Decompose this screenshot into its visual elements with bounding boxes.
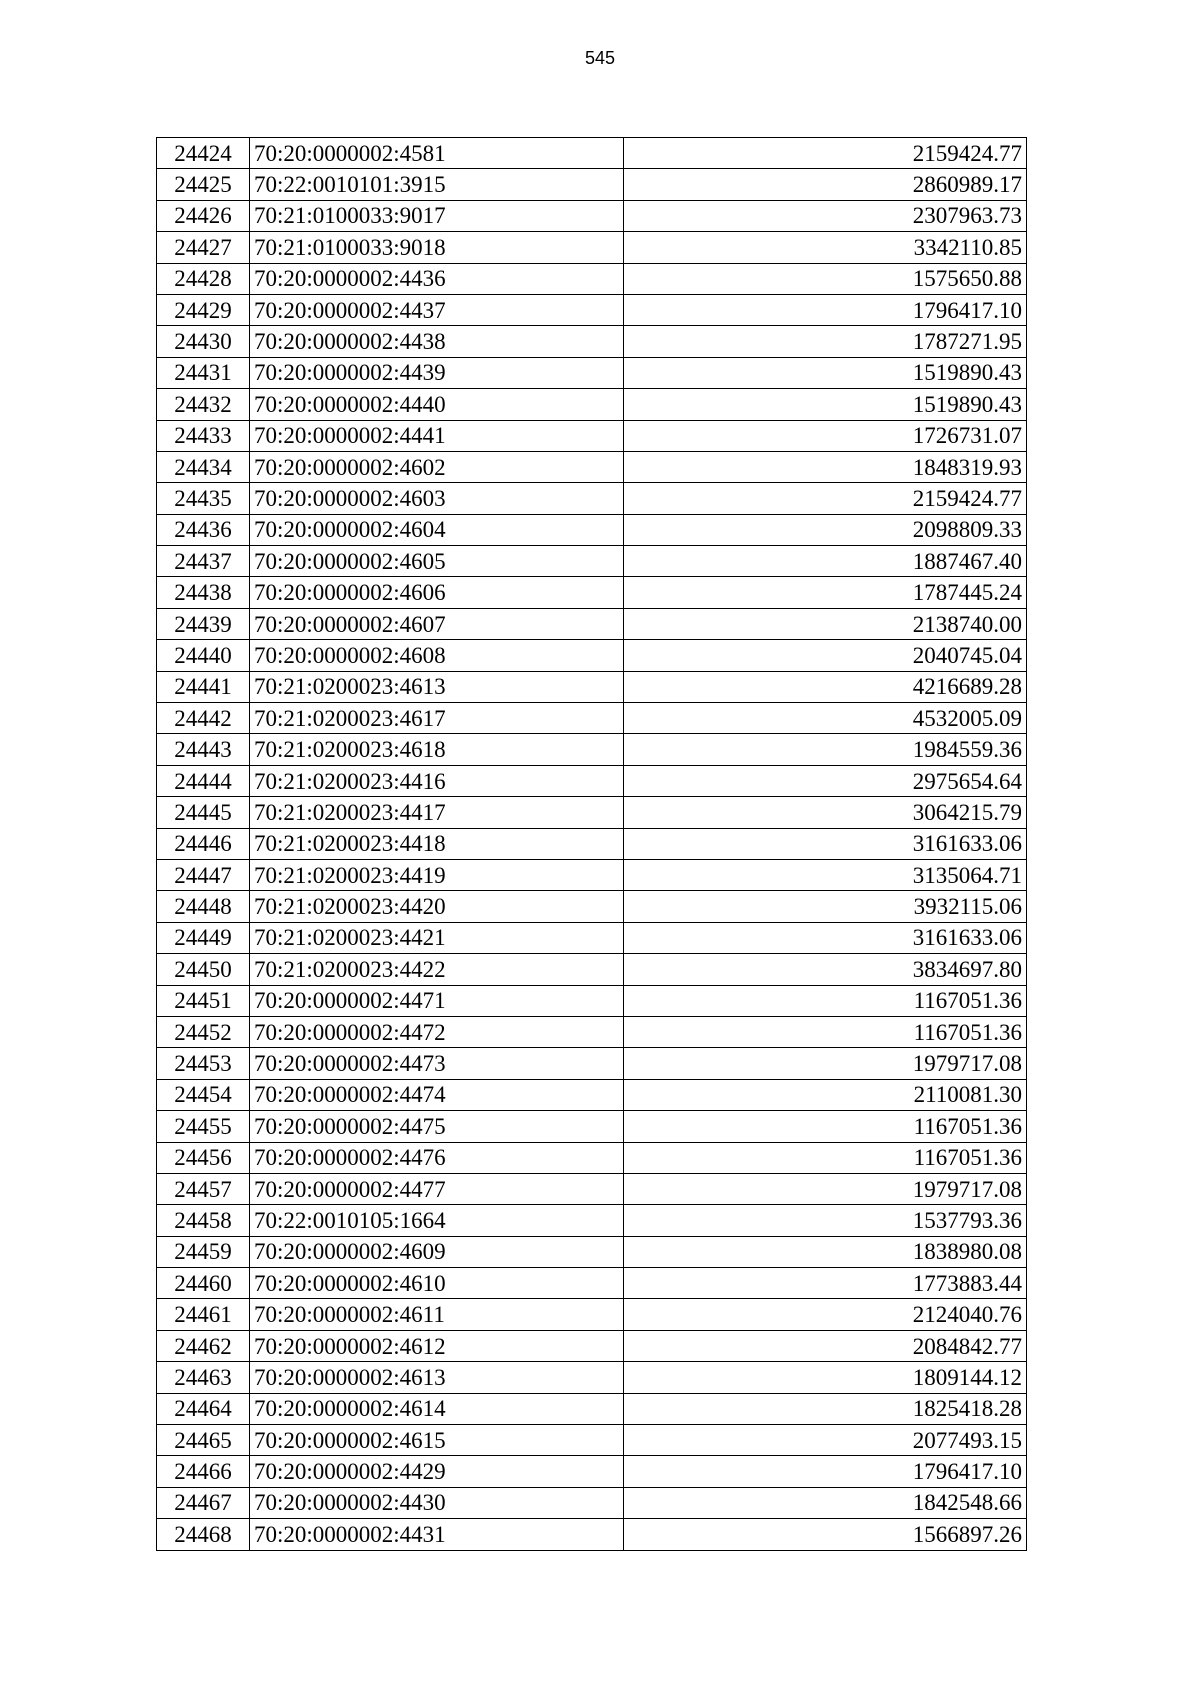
row-number-cell: 24430 <box>157 326 250 357</box>
table-row <box>157 640 1027 671</box>
row-number-cell: 24460 <box>157 1268 250 1299</box>
cadastral-value-cell: 2159424.77 <box>624 483 1027 514</box>
cadastral-number-cell: 70:21:0200023:4419 <box>250 859 624 890</box>
table-row <box>157 263 1027 294</box>
cadastral-number-cell: 70:20:0000002:4608 <box>250 640 624 671</box>
cadastral-value-cell: 2084842.77 <box>624 1330 1027 1361</box>
cadastral-value-cell: 3932115.06 <box>624 891 1027 922</box>
table-row <box>157 922 1027 953</box>
row-number-cell: 24445 <box>157 797 250 828</box>
cadastral-number-cell: 70:21:0200023:4420 <box>250 891 624 922</box>
cadastral-value-cell: 2098809.33 <box>624 514 1027 545</box>
table-row <box>157 954 1027 985</box>
cadastral-value-cell: 2110081.30 <box>624 1079 1027 1110</box>
cadastral-value-cell: 1773883.44 <box>624 1268 1027 1299</box>
table-row <box>157 608 1027 639</box>
cadastral-value-cell: 1167051.36 <box>624 985 1027 1016</box>
cadastral-value-cell: 1519890.43 <box>624 357 1027 388</box>
cadastral-value-cell: 3161633.06 <box>624 828 1027 859</box>
row-number-cell: 24454 <box>157 1079 250 1110</box>
cadastral-number-cell: 70:20:0000002:4475 <box>250 1111 624 1142</box>
cadastral-value-cell: 2975654.64 <box>624 765 1027 796</box>
table-row <box>157 828 1027 859</box>
cadastral-number-cell: 70:20:0000002:4613 <box>250 1362 624 1393</box>
cadastral-number-cell: 70:20:0000002:4604 <box>250 514 624 545</box>
row-number-cell: 24442 <box>157 703 250 734</box>
table-row <box>157 294 1027 325</box>
cadastral-number-cell: 70:20:0000002:4431 <box>250 1519 624 1550</box>
cadastral-value-cell: 3135064.71 <box>624 859 1027 890</box>
row-number-cell: 24461 <box>157 1299 250 1330</box>
cadastral-value-cell: 3342110.85 <box>624 232 1027 263</box>
cadastral-value-cell: 1575650.88 <box>624 263 1027 294</box>
cadastral-number-cell: 70:20:0000002:4606 <box>250 577 624 608</box>
cadastral-number-cell: 70:20:0000002:4603 <box>250 483 624 514</box>
cadastral-number-cell: 70:20:0000002:4581 <box>250 138 624 169</box>
table-row <box>157 1048 1027 1079</box>
cadastral-number-cell: 70:21:0200023:4617 <box>250 703 624 734</box>
row-number-cell: 24458 <box>157 1205 250 1236</box>
cadastral-value-cell: 3161633.06 <box>624 922 1027 953</box>
row-number-cell: 24435 <box>157 483 250 514</box>
table-row <box>157 451 1027 482</box>
cadastral-value-table <box>156 137 1027 1551</box>
cadastral-value-cell: 1519890.43 <box>624 389 1027 420</box>
table-row <box>157 1425 1027 1456</box>
cadastral-number-cell: 70:20:0000002:4615 <box>250 1425 624 1456</box>
table-row <box>157 1268 1027 1299</box>
table-row <box>157 1173 1027 1204</box>
row-number-cell: 24433 <box>157 420 250 451</box>
cadastral-number-cell: 70:20:0000002:4437 <box>250 294 624 325</box>
row-number-cell: 24436 <box>157 514 250 545</box>
row-number-cell: 24428 <box>157 263 250 294</box>
cadastral-value-cell: 1537793.36 <box>624 1205 1027 1236</box>
row-number-cell: 24463 <box>157 1362 250 1393</box>
cadastral-value-cell: 2159424.77 <box>624 138 1027 169</box>
cadastral-value-cell: 1796417.10 <box>624 1456 1027 1487</box>
row-number-cell: 24447 <box>157 859 250 890</box>
row-number-cell: 24465 <box>157 1425 250 1456</box>
row-number-cell: 24457 <box>157 1173 250 1204</box>
cadastral-number-cell: 70:20:0000002:4476 <box>250 1142 624 1173</box>
cadastral-number-cell: 70:20:0000002:4477 <box>250 1173 624 1204</box>
cadastral-number-cell: 70:20:0000002:4612 <box>250 1330 624 1361</box>
cadastral-value-cell: 1825418.28 <box>624 1393 1027 1424</box>
cadastral-value-cell: 1848319.93 <box>624 451 1027 482</box>
row-number-cell: 24443 <box>157 734 250 765</box>
table-row <box>157 734 1027 765</box>
row-number-cell: 24459 <box>157 1236 250 1267</box>
row-number-cell: 24432 <box>157 389 250 420</box>
table-row <box>157 1079 1027 1110</box>
row-number-cell: 24453 <box>157 1048 250 1079</box>
cadastral-number-cell: 70:21:0200023:4618 <box>250 734 624 765</box>
cadastral-value-cell: 1887467.40 <box>624 546 1027 577</box>
table-row <box>157 169 1027 200</box>
row-number-cell: 24425 <box>157 169 250 200</box>
table-row <box>157 1016 1027 1047</box>
table-row <box>157 138 1027 169</box>
row-number-cell: 24438 <box>157 577 250 608</box>
row-number-cell: 24464 <box>157 1393 250 1424</box>
table-row <box>157 1487 1027 1518</box>
row-number-cell: 24446 <box>157 828 250 859</box>
cadastral-number-cell: 70:20:0000002:4440 <box>250 389 624 420</box>
table-row <box>157 389 1027 420</box>
cadastral-number-cell: 70:20:0000002:4472 <box>250 1016 624 1047</box>
cadastral-number-cell: 70:20:0000002:4609 <box>250 1236 624 1267</box>
cadastral-value-cell: 4532005.09 <box>624 703 1027 734</box>
table-row <box>157 1393 1027 1424</box>
table-row <box>157 985 1027 1016</box>
table-row <box>157 357 1027 388</box>
cadastral-number-cell: 70:20:0000002:4439 <box>250 357 624 388</box>
row-number-cell: 24462 <box>157 1330 250 1361</box>
cadastral-number-cell: 70:20:0000002:4429 <box>250 1456 624 1487</box>
table-row <box>157 703 1027 734</box>
table-row <box>157 232 1027 263</box>
cadastral-value-cell: 1979717.08 <box>624 1173 1027 1204</box>
cadastral-value-cell: 2040745.04 <box>624 640 1027 671</box>
cadastral-value-cell: 1796417.10 <box>624 294 1027 325</box>
cadastral-value-cell: 1838980.08 <box>624 1236 1027 1267</box>
cadastral-number-cell: 70:20:0000002:4436 <box>250 263 624 294</box>
table-row <box>157 1111 1027 1142</box>
row-number-cell: 24440 <box>157 640 250 671</box>
table-row <box>157 577 1027 608</box>
cadastral-number-cell: 70:21:0200023:4422 <box>250 954 624 985</box>
table-row <box>157 546 1027 577</box>
row-number-cell: 24466 <box>157 1456 250 1487</box>
cadastral-number-cell: 70:20:0000002:4471 <box>250 985 624 1016</box>
table-row <box>157 200 1027 231</box>
table-body <box>157 138 1027 1551</box>
cadastral-value-cell: 2860989.17 <box>624 169 1027 200</box>
table-row <box>157 1142 1027 1173</box>
table-row <box>157 1519 1027 1550</box>
cadastral-value-cell: 1809144.12 <box>624 1362 1027 1393</box>
cadastral-number-cell: 70:21:0100033:9018 <box>250 232 624 263</box>
row-number-cell: 24437 <box>157 546 250 577</box>
cadastral-value-cell: 1787445.24 <box>624 577 1027 608</box>
table-row <box>157 1456 1027 1487</box>
row-number-cell: 24439 <box>157 608 250 639</box>
cadastral-value-cell: 3834697.80 <box>624 954 1027 985</box>
table-row <box>157 797 1027 828</box>
cadastral-number-cell: 70:20:0000002:4614 <box>250 1393 624 1424</box>
row-number-cell: 24434 <box>157 451 250 482</box>
cadastral-number-cell: 70:20:0000002:4473 <box>250 1048 624 1079</box>
cadastral-number-cell: 70:21:0200023:4421 <box>250 922 624 953</box>
table-row <box>157 1330 1027 1361</box>
table-row <box>157 671 1027 702</box>
cadastral-number-cell: 70:20:0000002:4607 <box>250 608 624 639</box>
cadastral-value-cell: 1566897.26 <box>624 1519 1027 1550</box>
cadastral-number-cell: 70:21:0200023:4416 <box>250 765 624 796</box>
cadastral-value-cell: 1984559.36 <box>624 734 1027 765</box>
table-row <box>157 765 1027 796</box>
cadastral-value-cell: 2307963.73 <box>624 200 1027 231</box>
row-number-cell: 24444 <box>157 765 250 796</box>
table-row <box>157 891 1027 922</box>
cadastral-number-cell: 70:22:0010101:3915 <box>250 169 624 200</box>
cadastral-value-cell: 1167051.36 <box>624 1016 1027 1047</box>
table-row <box>157 514 1027 545</box>
table-row <box>157 483 1027 514</box>
table-row <box>157 1362 1027 1393</box>
table-row <box>157 859 1027 890</box>
row-number-cell: 24451 <box>157 985 250 1016</box>
cadastral-number-cell: 70:21:0200023:4417 <box>250 797 624 828</box>
row-number-cell: 24467 <box>157 1487 250 1518</box>
cadastral-number-cell: 70:20:0000002:4611 <box>250 1299 624 1330</box>
cadastral-number-cell: 70:20:0000002:4438 <box>250 326 624 357</box>
row-number-cell: 24429 <box>157 294 250 325</box>
cadastral-value-cell: 1787271.95 <box>624 326 1027 357</box>
row-number-cell: 24427 <box>157 232 250 263</box>
table-row <box>157 1205 1027 1236</box>
cadastral-value-cell: 2124040.76 <box>624 1299 1027 1330</box>
table-row <box>157 420 1027 451</box>
cadastral-number-cell: 70:21:0200023:4418 <box>250 828 624 859</box>
row-number-cell: 24448 <box>157 891 250 922</box>
cadastral-number-cell: 70:21:0200023:4613 <box>250 671 624 702</box>
cadastral-number-cell: 70:20:0000002:4474 <box>250 1079 624 1110</box>
table-row <box>157 1236 1027 1267</box>
page-number: 545 <box>584 48 616 68</box>
cadastral-value-cell: 3064215.79 <box>624 797 1027 828</box>
cadastral-value-cell: 1167051.36 <box>624 1142 1027 1173</box>
cadastral-value-cell: 1726731.07 <box>624 420 1027 451</box>
row-number-cell: 24456 <box>157 1142 250 1173</box>
row-number-cell: 24449 <box>157 922 250 953</box>
cadastral-number-cell: 70:20:0000002:4441 <box>250 420 624 451</box>
row-number-cell: 24452 <box>157 1016 250 1047</box>
cadastral-value-cell: 1842548.66 <box>624 1487 1027 1518</box>
table-row <box>157 1299 1027 1330</box>
row-number-cell: 24450 <box>157 954 250 985</box>
cadastral-value-cell: 2077493.15 <box>624 1425 1027 1456</box>
row-number-cell: 24455 <box>157 1111 250 1142</box>
cadastral-value-cell: 1167051.36 <box>624 1111 1027 1142</box>
cadastral-value-cell: 4216689.28 <box>624 671 1027 702</box>
cadastral-number-cell: 70:21:0100033:9017 <box>250 200 624 231</box>
cadastral-number-cell: 70:20:0000002:4430 <box>250 1487 624 1518</box>
row-number-cell: 24426 <box>157 200 250 231</box>
row-number-cell: 24441 <box>157 671 250 702</box>
cadastral-number-cell: 70:20:0000002:4602 <box>250 451 624 482</box>
cadastral-number-cell: 70:20:0000002:4610 <box>250 1268 624 1299</box>
table-row <box>157 326 1027 357</box>
row-number-cell: 24424 <box>157 138 250 169</box>
cadastral-number-cell: 70:20:0000002:4605 <box>250 546 624 577</box>
row-number-cell: 24468 <box>157 1519 250 1550</box>
cadastral-value-cell: 2138740.00 <box>624 608 1027 639</box>
cadastral-number-cell: 70:22:0010105:1664 <box>250 1205 624 1236</box>
row-number-cell: 24431 <box>157 357 250 388</box>
cadastral-value-cell: 1979717.08 <box>624 1048 1027 1079</box>
